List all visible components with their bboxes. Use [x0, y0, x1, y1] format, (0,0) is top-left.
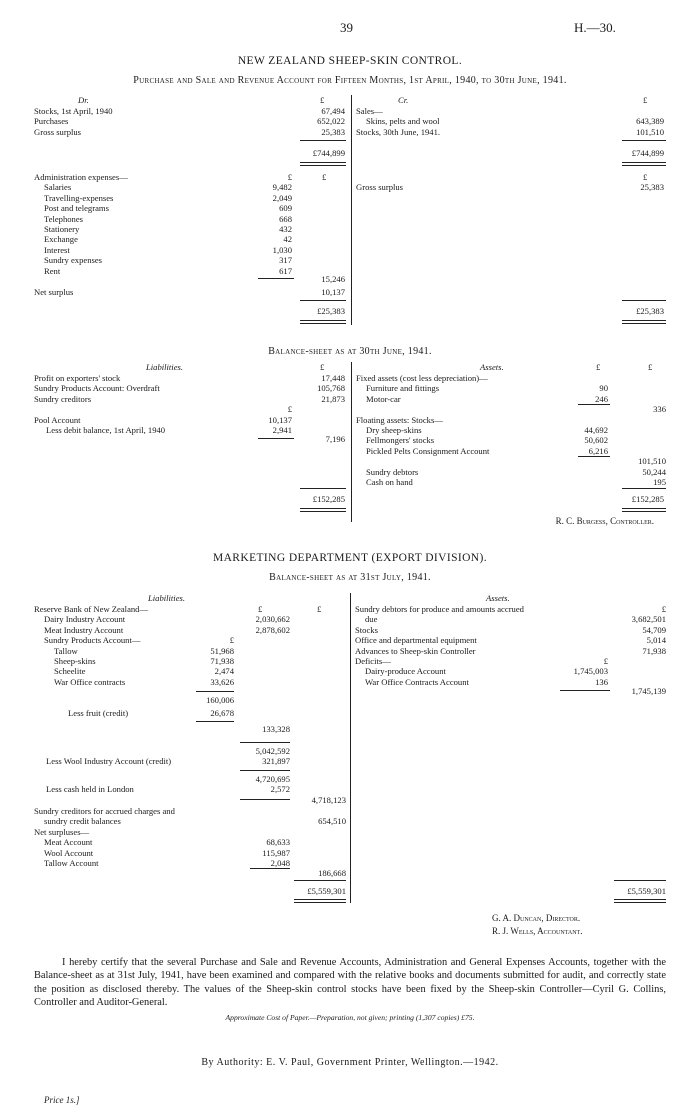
double-rule [614, 899, 666, 903]
marketing-assets-total: £5,559,301 [627, 886, 666, 896]
liability-line: Sundry Products Account— [44, 635, 141, 646]
cr-values [600, 106, 664, 137]
asset-inner: 90 [599, 383, 608, 394]
admin-line: Stationery [44, 223, 80, 234]
surplus-value [232, 827, 290, 837]
dr-value: 25,383 [321, 126, 345, 137]
liability-line: Sundry Products Account: Overdraft [34, 383, 160, 394]
liabilities-heading: Liabilities. [146, 362, 184, 372]
surplus-value: 68,633 [266, 837, 290, 848]
admin-line: Post and telegrams [44, 203, 109, 214]
asset-outer: 71,938 [642, 645, 666, 656]
surplus-line: Tallow Account [44, 858, 99, 869]
asset-inner: 136 [595, 676, 608, 687]
assets-inner-values [558, 373, 608, 456]
cr-line: Skins, pelts and wool [366, 116, 440, 127]
asset-outer: 336 [653, 404, 666, 415]
admin-expense-lines [34, 172, 128, 276]
liability-line: Pool Account [34, 414, 81, 425]
asset-outer: 54,709 [642, 624, 666, 635]
rule [578, 456, 610, 457]
accountant-signature: R. J. Wells, Accountant. [492, 926, 583, 936]
double-rule [622, 162, 666, 166]
creditors-line: Sundry creditors for accrued charges and [34, 806, 175, 816]
asset-line [356, 456, 489, 466]
asset-line: Furniture and fittings [366, 383, 440, 394]
dr-label: Dr. [78, 95, 89, 105]
controller-signature: R. C. Burgess, Controller. [555, 516, 654, 526]
less-cash-value: 2,572 [270, 784, 290, 794]
rule [240, 799, 290, 800]
admin-line: Exchange [44, 234, 78, 245]
asset-inner [558, 415, 608, 425]
liabilities-total: £152,285 [312, 494, 345, 504]
audit-certificate: I hereby certify that the several Purchase and Sale and Revenue Accounts, Administration and General Expenses Accounts, together with the Balance-sheet as at 31st July, 1941, have been examined and compared with the relative books and documents submitted for audit, and correctly state the position as disclosed thereby. The values of the Sheep-skin control stocks have been fixed by the Sheep-skin Controller—Cyril G. Collins, Controller and Auditor-General. [34, 957, 666, 1009]
document-reference: H.—30. [574, 20, 616, 35]
printer-authority: By Authority: E. V. Paul, Government Printer, Wellington.—1942. [201, 1057, 499, 1068]
cr-label: Cr. [398, 95, 409, 105]
liability-col2-value [232, 604, 290, 614]
asset-inner [552, 604, 608, 614]
gross-surplus-label: Gross surplus [356, 182, 404, 192]
section-title-sheepskin: NEW ZEALAND SHEEP-SKIN CONTROL. [237, 55, 463, 67]
admin-expense-values [240, 172, 292, 276]
admin-line: Travelling-expenses [44, 192, 114, 203]
liability-col2-value: 2,030,662 [255, 614, 290, 625]
surplus-value: 115,987 [262, 847, 290, 858]
liability-outer: 105,768 [317, 383, 345, 394]
liability-col1-value [184, 614, 234, 624]
admin-line: Salaries [44, 182, 72, 193]
asset-outer: 195 [653, 476, 666, 487]
asset-inner: 6,216 [588, 445, 608, 456]
pool-net: 7,196 [325, 434, 345, 444]
liability-col2-value: 2,878,602 [255, 624, 290, 635]
marketing-asset-outer [606, 604, 666, 656]
liability-line: Reserve Bank of New Zealand— [34, 604, 149, 614]
admin-line: Interest [44, 244, 70, 255]
asset-outer [610, 394, 666, 404]
asset-line: Fellmongers' stocks [366, 435, 435, 446]
page-number: 39 [340, 20, 353, 35]
revenue-account-subtitle: Purchase and Sale and Revenue Account for Fifteen Months, 1st April, 1940, to 30th June, 1941. [133, 75, 567, 86]
asset-inner: 44,692 [584, 424, 608, 435]
liability-inner: £ [287, 404, 292, 415]
admin-value: 2,049 [272, 192, 292, 203]
marketing-asset-inner [552, 604, 608, 687]
pound-sign: £ [258, 604, 263, 614]
assets-lines [356, 373, 489, 487]
liability-line: Sundry creditors [34, 393, 92, 404]
asset-line [356, 404, 489, 414]
rule [300, 140, 346, 141]
rule [294, 880, 346, 881]
pound-sign: £ [648, 362, 653, 372]
asset-line: Sundry debtors [366, 466, 419, 477]
liability-line: Sheep-skins [54, 655, 96, 666]
rule [622, 300, 666, 301]
rule [560, 690, 610, 691]
asset-line: Motor-car [366, 393, 401, 404]
admin-value: 9,482 [272, 182, 292, 193]
liability-outer: 21,873 [321, 393, 345, 404]
admin-sum: 15,246 [321, 274, 345, 284]
liability-col1-value: 33,626 [210, 676, 234, 687]
asset-line: Cash on hand [366, 476, 413, 487]
double-rule [294, 899, 346, 903]
admin-value: 432 [279, 223, 292, 234]
liabilities-outer-values [283, 373, 345, 404]
asset-line: Dry sheep-skins [366, 424, 422, 435]
column-divider [351, 362, 352, 522]
liability-outer: 17,448 [321, 373, 345, 383]
dr-line: Stocks, 1st April, 1940 [34, 106, 113, 116]
admin-value: 317 [279, 255, 292, 266]
liability-col1-value [184, 604, 234, 614]
asset-outer: 101,510 [638, 456, 666, 467]
asset-line: Deficits— [355, 655, 391, 666]
asset-line: Office and departmental equipment [355, 635, 477, 646]
liability-line [34, 404, 165, 414]
liabilities-lines [34, 373, 165, 435]
rule [240, 742, 290, 743]
liability-inner: 2,941 [272, 424, 292, 435]
asset-outer [610, 446, 666, 456]
rule [622, 140, 666, 141]
cr-line: Sales— [356, 106, 383, 116]
rule [300, 488, 346, 489]
asset-line: due [365, 614, 378, 625]
admin-value: 42 [283, 234, 292, 245]
asset-outer [610, 373, 666, 383]
admin-line: Telephones [44, 213, 84, 224]
asset-outer [610, 435, 666, 445]
subtotal-reserve-bank: 5,042,592 [255, 746, 290, 756]
net-surplus-label: Net surplus [34, 287, 74, 297]
sundry-creditors-value: 654,510 [318, 816, 346, 826]
section-title-marketing: MARKETING DEPARTMENT (EXPORT DIVISION). [212, 552, 488, 564]
liability-inner: 10,137 [268, 414, 292, 425]
balance-sheet-title: Balance-sheet as at 30th June, 1941. [268, 346, 432, 357]
asset-inner [552, 635, 608, 645]
less-wool-label: Less Wool Industry Account (credit) [46, 756, 172, 766]
marketing-liability-col1 [184, 604, 234, 687]
double-rule [300, 320, 346, 324]
surplus-line: Wool Account [44, 847, 94, 858]
cr2-total: £25,383 [636, 306, 664, 316]
pound-sign: £ [643, 95, 648, 105]
liability-line: Scheelite [54, 666, 86, 677]
surplus-line: Net surpluses— [34, 827, 90, 837]
asset-outer: 3,682,501 [631, 614, 666, 625]
liability-line: Tallow [54, 645, 78, 656]
rule [196, 721, 234, 722]
creditors-line: sundry credit balances [44, 816, 121, 827]
dr-values [283, 106, 345, 137]
admin-line: Sundry expenses [44, 255, 102, 266]
marketing-asset-lines [355, 604, 524, 687]
asset-inner [552, 625, 608, 635]
asset-inner [558, 373, 608, 383]
liability-col1-value: £ [229, 635, 234, 646]
asset-inner [552, 646, 608, 656]
price: Price 1s.] [44, 1095, 80, 1105]
rule [250, 868, 290, 869]
net-surpluses-values [232, 827, 290, 869]
admin-value: 609 [279, 203, 292, 214]
dr-value: 652,022 [317, 116, 345, 127]
reserve-bank-net: 4,718,123 [311, 795, 346, 805]
asset-inner: 50,602 [584, 435, 608, 446]
rule [622, 488, 666, 489]
asset-inner: 246 [595, 393, 608, 404]
admin-line: Rent [44, 265, 61, 276]
asset-line: Advances to Sheep-skin Controller [355, 645, 476, 656]
cr-value [600, 106, 664, 116]
cr-value: 643,389 [636, 116, 664, 127]
less-fruit-label: Less fruit (credit) [68, 708, 129, 718]
marketing-balance-subtitle: Balance-sheet as at 31st July, 1941. [269, 572, 431, 583]
assets-heading: Assets. [480, 362, 504, 372]
asset-line: Sundry debtors for produce and amounts accrued [355, 604, 524, 614]
marketing-liabilities-total: £5,559,301 [307, 886, 346, 896]
liability-col1-value: 71,938 [210, 655, 234, 666]
admin-line: Administration expenses— [34, 172, 128, 182]
admin-value: 668 [279, 213, 292, 224]
assets-heading: Assets. [486, 593, 510, 603]
net-surpluses-total: 186,668 [318, 868, 346, 878]
rule [196, 691, 234, 692]
rule [300, 300, 346, 301]
gross-surplus-value: 25,383 [640, 182, 664, 192]
liability-col1-value: 51,968 [210, 645, 234, 656]
rule [240, 770, 290, 771]
dr-value: 67,494 [321, 106, 345, 116]
asset-inner [558, 404, 608, 414]
pound-sign: £ [320, 95, 325, 105]
admin-value: 1,030 [272, 244, 292, 255]
dr2-total: £25,383 [317, 306, 345, 316]
director-signature: G. A. Duncan, Director. [492, 913, 581, 923]
asset-outer [610, 383, 666, 393]
pound-sign: £ [596, 362, 601, 372]
liability-col1-value [184, 625, 234, 635]
cr-lines [356, 106, 440, 137]
deficits-total: 1,745,139 [631, 686, 666, 696]
subtotal-sundry-products: 160,006 [206, 695, 234, 705]
dr-total: £744,899 [312, 148, 345, 158]
net-surplus-value: 10,137 [321, 287, 345, 297]
asset-outer: 50,244 [642, 466, 666, 477]
asset-inner: 1,745,003 [573, 666, 608, 677]
pound-sign: £ [322, 172, 327, 182]
cr-value: 101,510 [636, 126, 664, 137]
rule [614, 880, 666, 881]
marketing-signatures [492, 912, 582, 938]
assets-total: £152,285 [631, 494, 664, 504]
surplus-line: Meat Account [44, 837, 93, 848]
liability-line: Meat Industry Account [44, 624, 124, 635]
asset-line: Stocks [355, 624, 378, 635]
cost-note: Approximate Cost of Paper.—Preparation, not given; printing (1,307 copies) £75. [225, 1013, 475, 1022]
surplus-value: 2,048 [270, 858, 290, 869]
subtotal-after-wool: 4,720,695 [255, 774, 290, 784]
asset-line: War Office Contracts Account [365, 676, 469, 687]
dr-line: Purchases [34, 116, 69, 127]
pound-sign: £ [320, 362, 325, 372]
marketing-liability-lines [34, 604, 148, 687]
admin-value: 617 [279, 265, 292, 276]
asset-outer [610, 415, 666, 425]
marketing-liability-col2 [232, 604, 290, 635]
asset-inner [552, 614, 608, 624]
rule [578, 404, 610, 405]
admin-value: £ [287, 172, 292, 182]
liability-line: Profit on exporters' stock [34, 373, 121, 383]
column-divider [350, 593, 351, 903]
asset-outer: £ [661, 604, 666, 614]
liability-line: Dairy Industry Account [44, 614, 126, 625]
asset-inner: £ [603, 655, 608, 666]
dr-lines [34, 106, 113, 137]
dr-line: Gross surplus [34, 126, 82, 137]
double-rule [300, 162, 346, 166]
pound-sign: £ [317, 604, 322, 614]
asset-line: Floating assets: Stocks— [356, 414, 443, 425]
double-rule [622, 508, 666, 512]
column-divider [351, 95, 352, 325]
sundry-products-net: 133,328 [262, 724, 290, 734]
less-wool-value: 321,897 [262, 756, 290, 766]
asset-outer [610, 425, 666, 435]
cr-line: Stocks, 30th June, 1941. [356, 126, 441, 137]
less-cash-label: Less cash held in London [46, 784, 134, 794]
liability-line: Less debit balance, 1st April, 1940 [46, 424, 166, 435]
net-surpluses-lines [34, 827, 99, 869]
asset-line: Pickled Pelts Consignment Account [366, 445, 490, 456]
cr-total: £744,899 [631, 148, 664, 158]
asset-line: Dairy-produce Account [365, 666, 446, 677]
liabilities-heading: Liabilities. [148, 593, 186, 603]
less-fruit-value: 26,678 [210, 708, 234, 718]
double-rule [622, 320, 666, 324]
liability-line: War Office contracts [54, 676, 126, 687]
assets-outer-values [610, 373, 666, 487]
double-rule [300, 508, 346, 512]
asset-line: Fixed assets (cost less depreciation)— [356, 373, 488, 383]
asset-outer: 5,014 [646, 635, 666, 646]
pound-sign: £ [643, 172, 648, 182]
liability-col1-value: 2,474 [214, 666, 234, 677]
sundry-creditors-lines [34, 806, 175, 827]
